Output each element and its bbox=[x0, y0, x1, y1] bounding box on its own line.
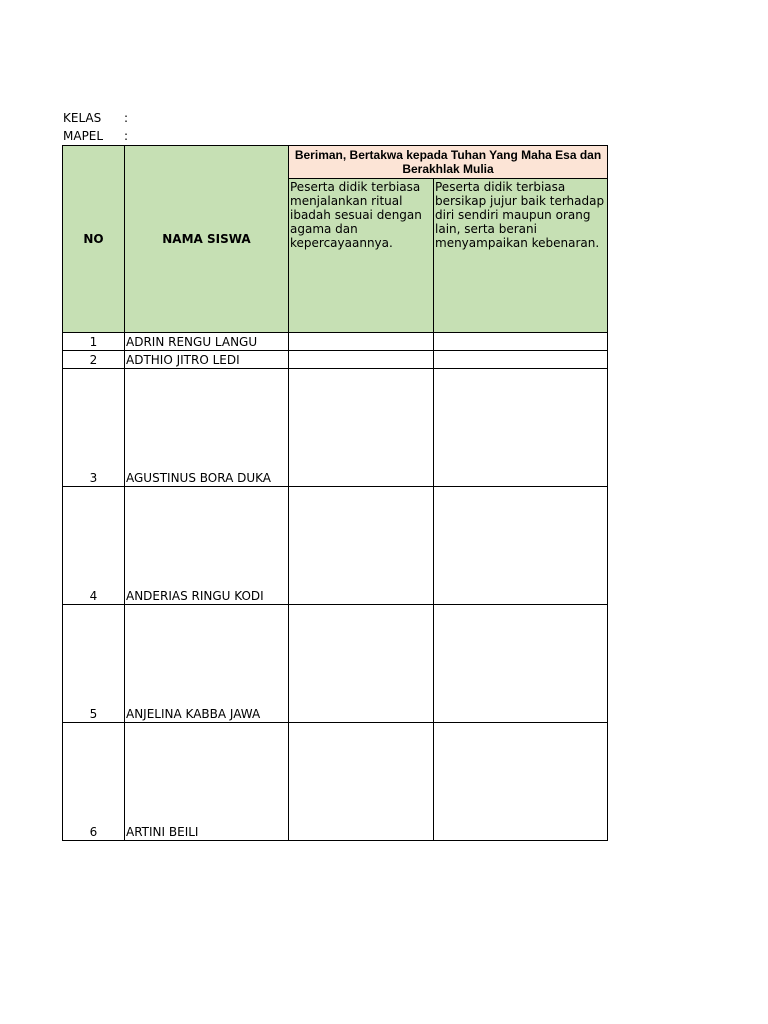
table-row bbox=[63, 369, 608, 487]
kelas-label: KELAS bbox=[63, 111, 102, 125]
table-row bbox=[63, 351, 608, 369]
score-cell-ritual[interactable] bbox=[289, 487, 434, 605]
score-cell-jujur[interactable] bbox=[434, 369, 608, 487]
score-cell-jujur[interactable] bbox=[434, 605, 608, 723]
score-cell-ritual[interactable] bbox=[289, 369, 434, 487]
header-nama-siswa: NAMA SISWA bbox=[125, 146, 289, 333]
row-number: 6 bbox=[63, 723, 125, 841]
header-no: NO bbox=[63, 146, 125, 333]
header-desc-jujur: Peserta didik terbiasa bersikap jujur baik terhadap diri sendiri maupun orang lain, serta berani menyampaikan kebenaran. bbox=[434, 179, 608, 333]
student-name: AGUSTINUS BORA DUKA bbox=[125, 369, 289, 487]
score-cell-ritual[interactable] bbox=[289, 605, 434, 723]
score-cell-jujur[interactable] bbox=[434, 723, 608, 841]
score-cell-ritual[interactable] bbox=[289, 333, 434, 351]
mapel-label: MAPEL bbox=[63, 129, 104, 143]
student-assessment-table bbox=[62, 145, 608, 841]
score-cell-jujur[interactable] bbox=[434, 351, 608, 369]
student-name: ARTINI BEILI bbox=[125, 723, 289, 841]
score-cell-ritual[interactable] bbox=[289, 351, 434, 369]
mapel-separator: : bbox=[124, 129, 129, 143]
student-name: ADTHIO JITRO LEDI bbox=[125, 351, 289, 369]
table-row bbox=[63, 487, 608, 605]
score-cell-jujur[interactable] bbox=[434, 333, 608, 351]
kelas-separator: : bbox=[124, 111, 129, 125]
score-cell-ritual[interactable] bbox=[289, 723, 434, 841]
table-row bbox=[63, 723, 608, 841]
row-number: 2 bbox=[63, 351, 125, 369]
score-cell-jujur[interactable] bbox=[434, 487, 608, 605]
kelas-row bbox=[63, 110, 128, 126]
row-number: 4 bbox=[63, 487, 125, 605]
student-name: ADRIN RENGU LANGU bbox=[125, 333, 289, 351]
row-number: 5 bbox=[63, 605, 125, 723]
mapel-row bbox=[63, 128, 128, 144]
table-row bbox=[63, 605, 608, 723]
student-name: ANDERIAS RINGU KODI bbox=[125, 487, 289, 605]
table-row bbox=[63, 333, 608, 351]
student-name: ANJELINA KABBA JAWA bbox=[125, 605, 289, 723]
row-number: 3 bbox=[63, 369, 125, 487]
header-dimension-group: Beriman, Bertakwa kepada Tuhan Yang Maha Esa dan Berakhlak Mulia bbox=[289, 146, 608, 179]
row-number: 1 bbox=[63, 333, 125, 351]
header-desc-ritual: Peserta didik terbiasa menjalankan ritual ibadah sesuai dengan agama dan kepercayaannya. bbox=[289, 179, 434, 333]
